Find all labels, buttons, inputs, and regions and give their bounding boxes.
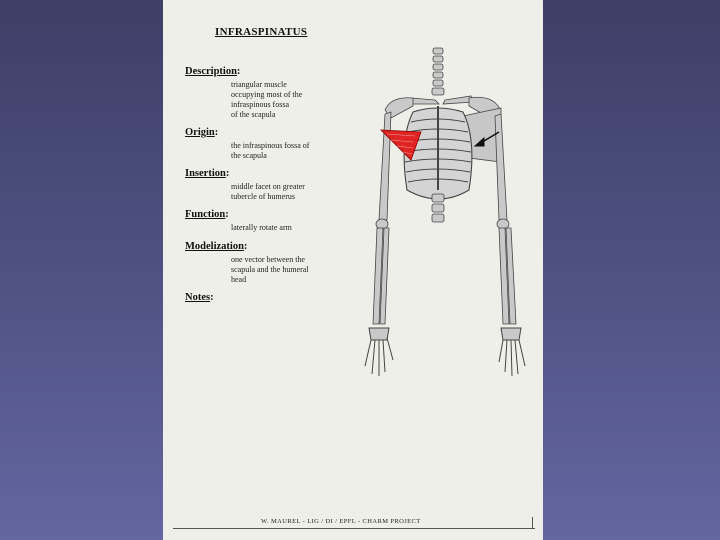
footer-credit: W. MAUREL - LIG / DI / EPFL - CHARM PROJECT [261, 518, 421, 525]
modelization-heading: Modelization: [185, 241, 248, 252]
description-heading: Description: [185, 66, 241, 77]
skeleton-illustration [351, 40, 541, 380]
left-humerus [379, 112, 391, 220]
right-clavicle [443, 96, 473, 104]
cervical-spine [432, 48, 444, 95]
description-text: triangular muscle occupying most of the infraspinous fossa of the scapula [231, 80, 303, 119]
origin-heading: Origin: [185, 127, 219, 138]
page-title: INFRASPINATUS [215, 26, 308, 38]
modelization-text: one vector between the scapula and the humeral head [231, 255, 309, 284]
origin-text: the infraspinous fossa of the scapula [231, 141, 310, 160]
right-humerus [495, 114, 507, 220]
notes-heading: Notes: [185, 292, 214, 303]
skeleton-bones [373, 48, 516, 324]
footer-rule-end [532, 517, 533, 529]
left-elbow [376, 219, 388, 229]
insertion-text: middle facet on greater tubercle of humerus [231, 182, 305, 201]
insertion-heading: Insertion: [185, 168, 230, 179]
footer-rule [173, 528, 535, 529]
left-hand [365, 328, 393, 376]
lumbar-spine [432, 194, 444, 222]
function-heading: Function: [185, 209, 229, 220]
right-elbow [497, 219, 509, 229]
left-clavicle [411, 98, 439, 104]
function-text: laterally rotate arm [231, 223, 292, 232]
rib-cage [404, 106, 472, 199]
right-hand [499, 328, 525, 376]
document-page [163, 0, 543, 540]
